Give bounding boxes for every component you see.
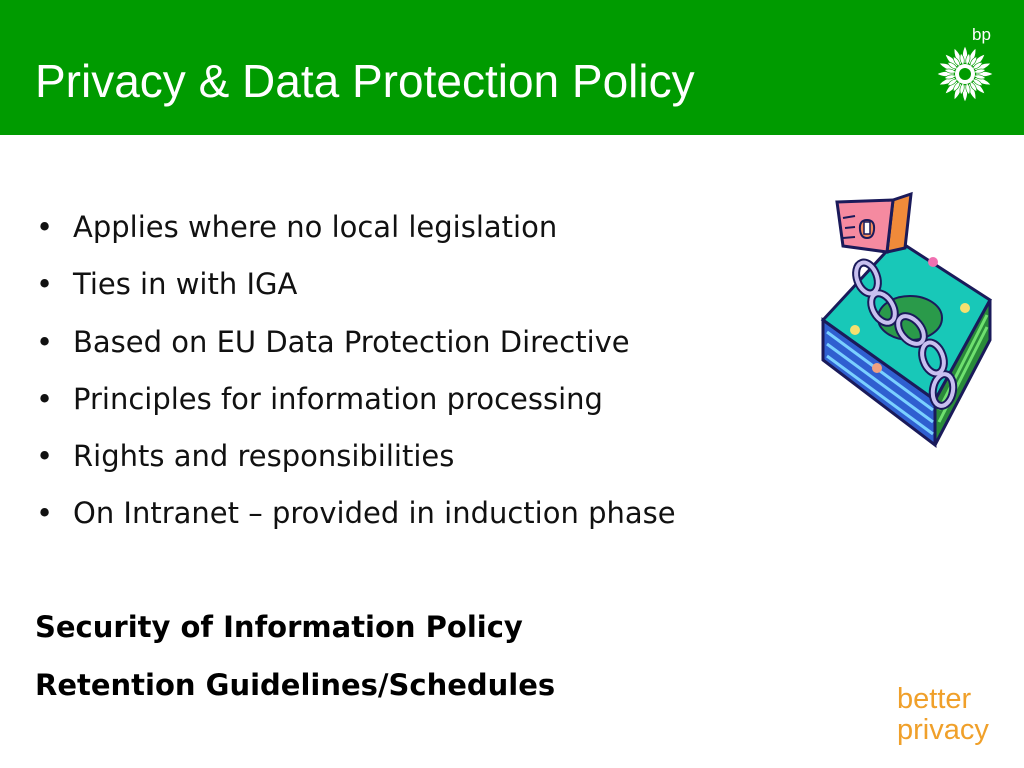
tagline-line-2: privacy: [897, 714, 989, 746]
bullet-text: Principles for information processing: [73, 381, 603, 416]
bullet-text: Applies where no local legislation: [73, 210, 558, 244]
tagline-line-1: better: [897, 683, 972, 715]
bullet-text: Based on EU Data Protection Directive: [73, 324, 630, 359]
security-policy-heading: Security of Information Policy: [35, 610, 523, 644]
bullet-item: [36, 492, 676, 549]
bullet-item: [36, 435, 676, 492]
bullet-list: [36, 206, 676, 550]
bullet-text: Ties in with IGA: [73, 267, 298, 302]
slide-title: Privacy & Data Protection Policy: [35, 55, 695, 107]
slide-header: [0, 0, 1024, 135]
better-privacy-tagline: [897, 684, 989, 746]
bullet-item: [36, 378, 676, 435]
retention-guidelines-heading: Retention Guidelines/Schedules: [35, 668, 556, 702]
bullet-item: [36, 321, 676, 378]
bullet-item: [36, 263, 676, 320]
bullet-text: Rights and responsibilities: [73, 439, 455, 474]
bullet-marker: •: [36, 267, 54, 302]
bullet-marker: •: [36, 324, 54, 359]
bullet-text: On Intranet – provided in induction phase: [73, 496, 676, 531]
bullet-marker: •: [36, 439, 54, 474]
bullet-marker: •: [36, 381, 54, 416]
bullet-marker: •: [36, 210, 54, 244]
bullet-item: [36, 206, 676, 263]
bp-logo-text: bp: [972, 25, 991, 44]
bullet-marker: •: [36, 496, 54, 531]
chained-locked-money-icon: [815, 190, 995, 450]
